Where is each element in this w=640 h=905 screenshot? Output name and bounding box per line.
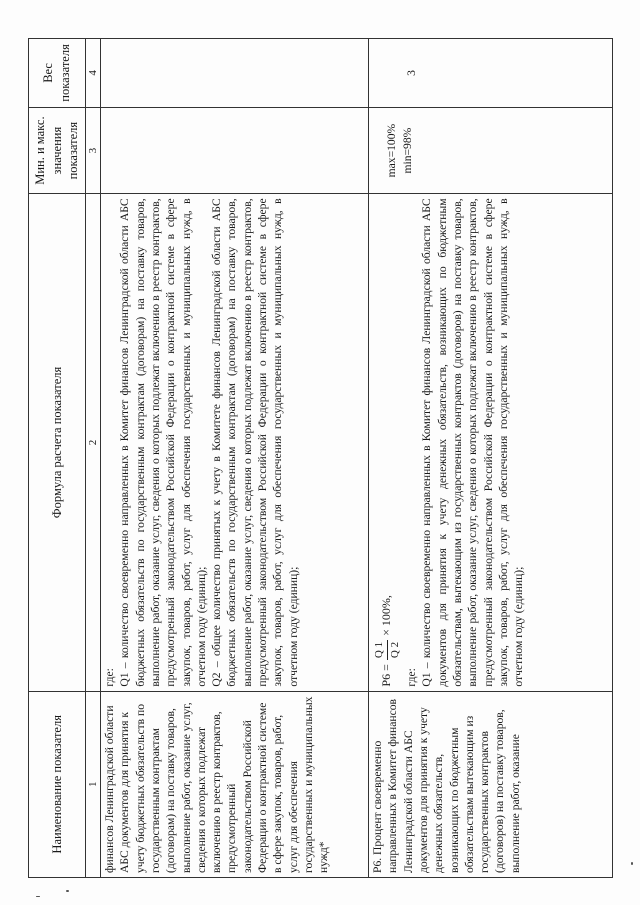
header-formula: Формула расчета показателя <box>29 194 86 691</box>
row2-formula-expression <box>372 198 402 686</box>
formula-denominator: Q 2 <box>388 641 401 659</box>
row2-minmax <box>369 107 613 194</box>
row2-q1: Q1 – количество своевременно направленных в Комитет финансов Ленинградской области АБС документов для принятия к учету денежных обязательств, возникающих по бюджетным обязательствам, вытекающим из государственных контрактов (договоров) на поставку товаров, выполнение работ, оказание услуг, сведения о которых подлежат включению в реестр контрактов, предусмотренный законодательством Российской Федерации о контрактной системе в сфере закупок, товаров, работ, услуг для обеспечения государственных и муниципальных нужд, в отчетном году (единиц); <box>420 198 526 687</box>
row2-where: где: <box>405 668 419 687</box>
indicators-table <box>28 38 613 878</box>
col-number-1: 1 <box>85 691 101 877</box>
formula-rhs: × 100%, <box>379 595 394 636</box>
row1-q2: Q2 – общее количество принятых к учету в Комитете финансов Ленинградской области АБС бюджетных обязательств по государственным контрактам (договорам) на поставку товаров, выполнение работ, оказание услуг, сведения о которых подлежат включению в реестр контрактов, предусмотренный законодательством Российской Федерации о контрактной системе в сфере закупок, товаров, работ, услуг для обеспечения государственных и муниципальных нужд, в отчетном году (единиц); <box>210 198 300 687</box>
row1-where: где: <box>103 668 117 687</box>
header-name: Наименование показателя <box>29 691 86 877</box>
header-minmax: Мин. и макс. значения показателя <box>29 107 86 194</box>
col-number-4: 4 <box>85 39 101 108</box>
row1-name-text: финансов Ленинградской области АБС документов для принятия к учету бюджетных обязательств по государственным контрактам (договорам) на поставку товаров, выполнение работ, оказание услуг, сведения о которых подлежат включению в реестр контрактов, предусмотренный законодательством Российской Федерации о контрактной системе в сфере закупок, товаров, работ, услуг для обеспечения государственных и муниципальных нужд* <box>103 696 331 873</box>
row1-name <box>101 691 369 877</box>
table-row <box>101 39 369 878</box>
row2-minmax-values <box>370 112 415 190</box>
row2-formula <box>369 194 613 691</box>
row2-min: min=98% <box>400 127 414 174</box>
row1-q1: Q1 – количество своевременно направленных в Комитет финансов Ленинградской области АБС бюджетных обязательств по государственным контрактам (договорам) на поставку товаров, выполнение работ, оказание услуг, сведения о которых подлежат включению в реестр контрактов, предусмотренный законодательством Российской Федерации о контрактной системе в сфере закупок, товаров, работ, услуг для обеспечения государственных и муниципальных нужд, в отчетном году (единиц); <box>118 198 208 687</box>
scan-speck <box>631 862 633 865</box>
row1-weight <box>101 39 369 108</box>
header-row <box>29 39 86 878</box>
column-numbers-row <box>85 39 101 878</box>
row2-weight <box>369 39 613 108</box>
row1-minmax <box>101 107 369 194</box>
formula-lhs: P6 = <box>379 664 394 687</box>
rotated-table-wrapper <box>28 38 613 878</box>
row2-max: max=100% <box>385 123 399 178</box>
row2-name-text: Р6. Процент своевременно направленных в Комитет финансов Ленинградской области АБС документов для принятия к учету денежных обязательств, возникающих по бюджетным обязательствам вытекающим из государственных контрактов (договоров) на поставку товаров, выполнение работ, оказание <box>371 698 522 873</box>
header-weight: Вес показателя <box>29 39 86 108</box>
col-number-3: 3 <box>85 107 101 194</box>
formula-numerator: Q 1 <box>372 640 388 660</box>
row2-weight-value: 3 <box>405 70 419 76</box>
row2-name <box>369 691 613 877</box>
scan-speck <box>66 890 69 892</box>
col-number-2: 2 <box>85 194 101 691</box>
scan-speck <box>36 896 40 897</box>
table-row <box>369 39 613 878</box>
row1-formula <box>101 194 369 691</box>
formula-fraction <box>372 640 402 660</box>
